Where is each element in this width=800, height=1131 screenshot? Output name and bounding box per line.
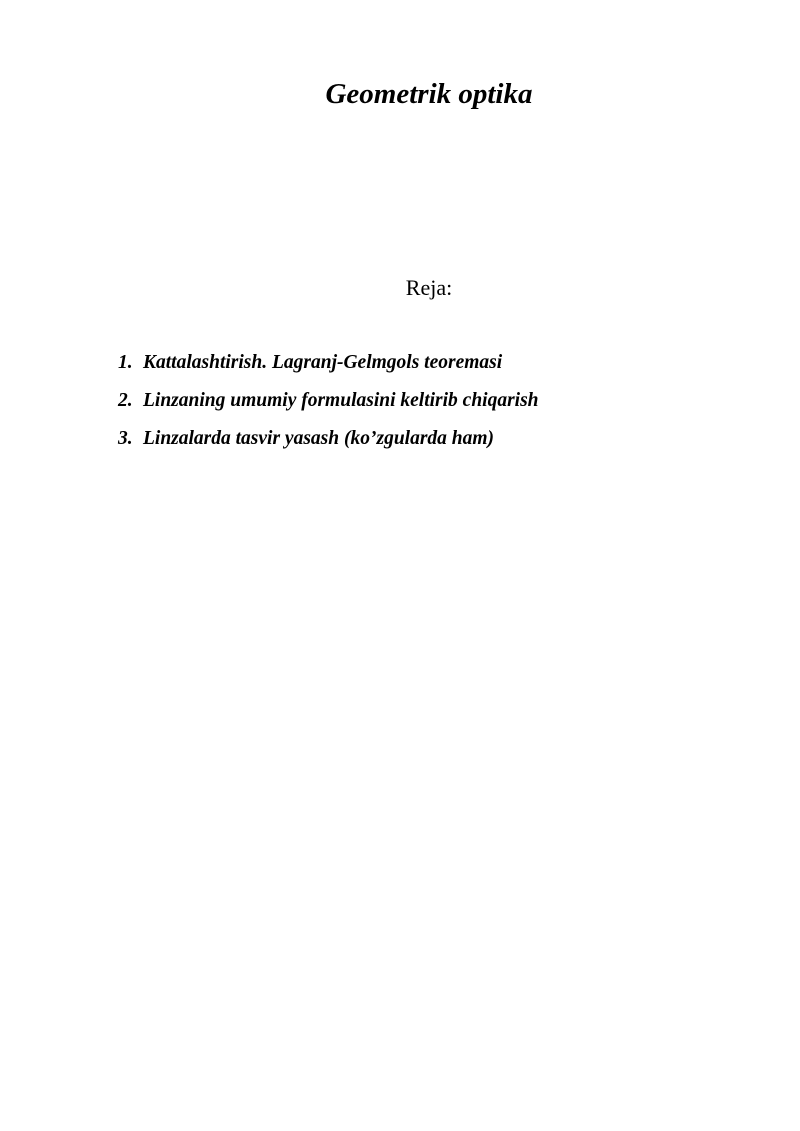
list-item-number: 3. [118, 428, 133, 449]
list-item [118, 420, 539, 458]
list-item-text: Kattalashtirish. Lagranj-Gelmgols teoremasi [143, 352, 503, 373]
list-item [118, 344, 539, 382]
list-item-number: 2. [118, 390, 133, 411]
list-item [118, 382, 539, 420]
list-item-text: Linzaning umumiy formulasini keltirib chiqarish [143, 390, 539, 411]
plan-list [118, 344, 539, 458]
plan-heading: Reja: [405, 275, 453, 300]
document-title: Geometrik optika [325, 78, 533, 110]
list-item-number: 1. [118, 352, 133, 373]
list-item-text: Linzalarda tasvir yasash (ko’zgularda ham) [143, 428, 495, 449]
